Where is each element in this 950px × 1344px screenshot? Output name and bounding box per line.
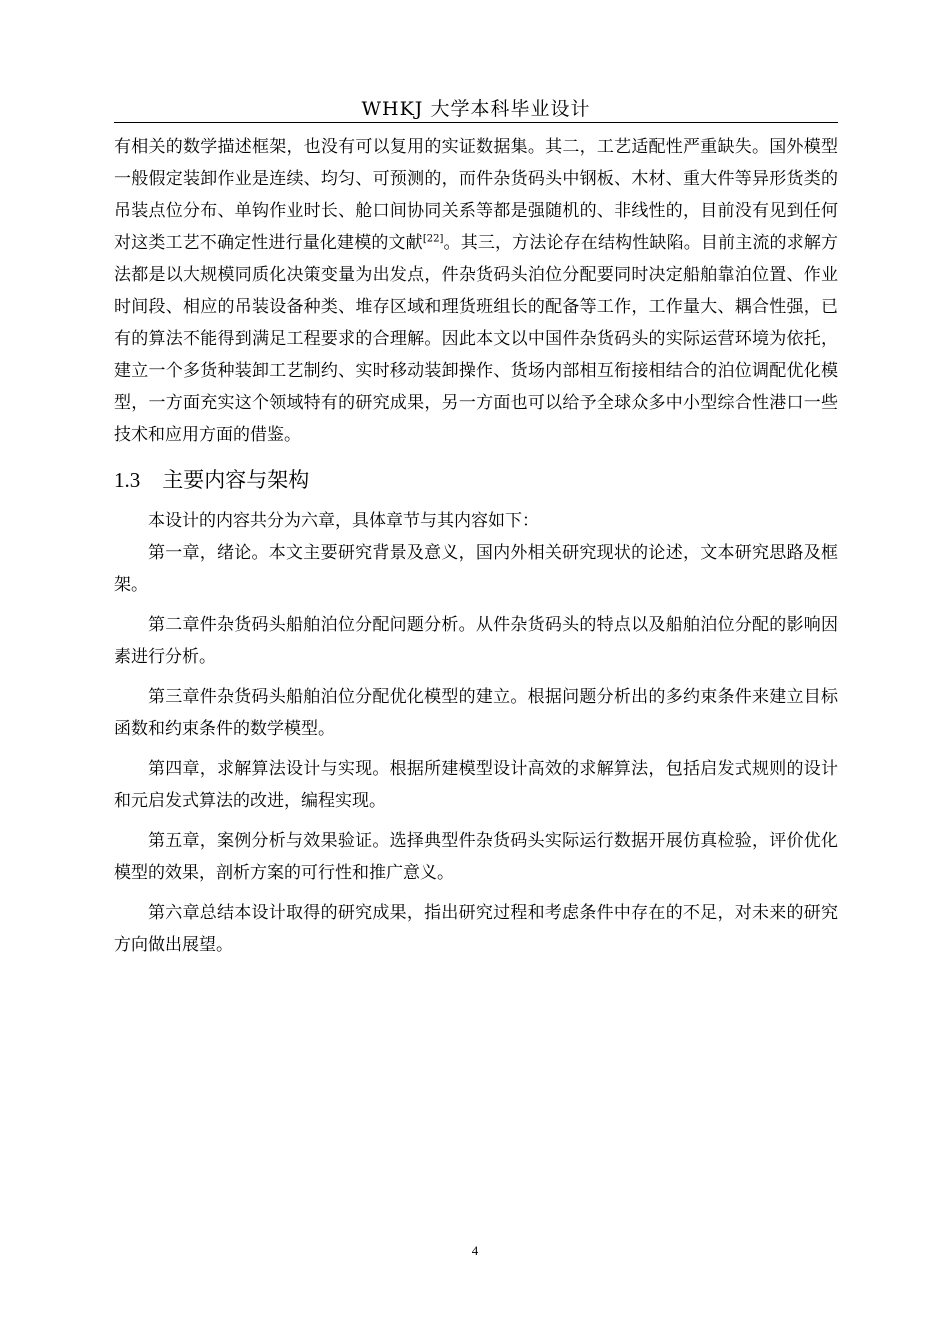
intro-paragraph — [114, 131, 838, 451]
chapter-6-paragraph: 第六章总结本设计取得的研究成果，指出研究过程和考虑条件中存在的不足，对未来的研究方向做出展望。 — [114, 903, 838, 955]
header-divider — [114, 122, 838, 123]
section-heading — [114, 465, 838, 495]
chapter-4-paragraph: 第四章，求解算法设计与实现。根据所建模型设计高效的求解算法，包括启发式规则的设计和元启发式算法的改进，编程实现。 — [114, 759, 838, 811]
page-number: 4 — [471, 1243, 479, 1258]
citation-reference: [22] — [422, 233, 444, 245]
intro-text-part-2: 。其三，方法论存在结构性缺陷。目前主流的求解方法都是以大规模同质化决策变量为出发点，件杂货码头泊位分配要同时决定船舶靠泊位置、作业时间段、相应的吊装设备种类、堆存区域和理货班组长的配备等工作，工作量大、耦合性强，已有的算法不能得到满足工程要求的合理解。因此本文以中国件杂货码头的实际运营环境为依托，建立一个多货种装卸工艺制约、实时移动装卸操作、货场内部相互衔接相结合的泊位调配优化模型，一方面充实这个领域特有的研究成果，另一方面也可以给予全球众多中小型综合性港口一些技术和应用方面的借鉴。 — [114, 233, 839, 445]
section-title: 主要内容与架构 — [162, 468, 310, 492]
intro-text-part-1: 有相关的数学描述框架，也没有可以复用的实证数据集。其二，工艺适配性严重缺失。国外模型一般假定装卸作业是连续、均匀、可预测的，而件杂货码头中钢板、木材、重大件等异形货类的吊装点位分布、单钩作业时长、舱口间协同关系等都是强随机的、非线性的，目前没有见到任何对这类工艺不确定性进行量化建模的文献 — [114, 137, 838, 253]
chapter-5-paragraph: 第五章，案例分析与效果验证。选择典型件杂货码头实际运行数据开展仿真检验，评价优化模型的效果，剖析方案的可行性和推广意义。 — [114, 831, 838, 883]
running-header: WHKJ 大学本科毕业设计 — [361, 98, 591, 120]
chapter-1-paragraph: 第一章，绪论。本文主要研究背景及意义，国内外相关研究现状的论述，文本研究思路及框架。 — [114, 543, 838, 595]
chapter-overview-paragraph: 本设计的内容共分为六章，具体章节与其内容如下： — [148, 511, 539, 531]
page-body — [114, 131, 838, 969]
chapter-2-paragraph: 第二章件杂货码头船舶泊位分配问题分析。从件杂货码头的特点以及船舶泊位分配的影响因素进行分析。 — [114, 615, 838, 667]
section-number: 1.3 — [114, 468, 141, 492]
chapter-3-paragraph: 第三章件杂货码头船舶泊位分配优化模型的建立。根据问题分析出的多约束条件来建立目标函数和约束条件的数学模型。 — [114, 687, 838, 739]
